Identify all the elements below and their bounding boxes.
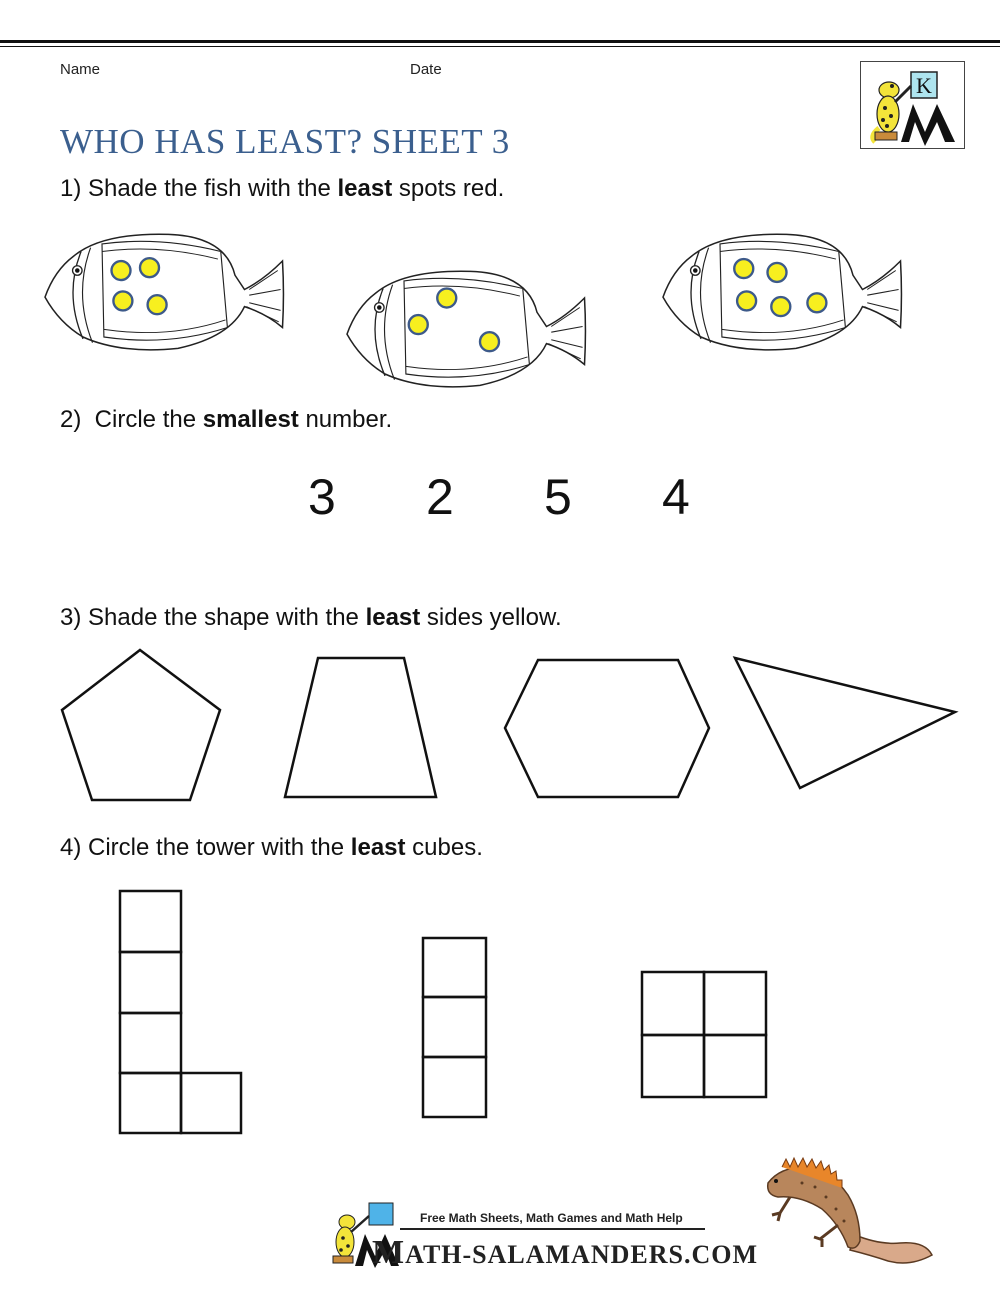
question-2 (60, 406, 392, 434)
cube (642, 1035, 704, 1097)
question-1-text-post: spots red. (392, 175, 505, 202)
question-1-number: 1) (60, 175, 82, 202)
fish-spot (112, 261, 131, 280)
towers-row (0, 885, 1000, 1145)
page-title: WHO HAS LEAST? SHEET 3 (60, 122, 510, 161)
fish-spot (148, 295, 167, 314)
cube (120, 891, 181, 952)
name-label: Name (60, 61, 101, 78)
fish-spot (113, 291, 132, 310)
tower-2[interactable] (423, 938, 486, 1117)
header-rule-thin (0, 46, 1000, 47)
footer-tagline: Free Math Sheets, Math Games and Math Help (420, 1211, 683, 1225)
cube (642, 972, 704, 1035)
question-4-text-bold: least (350, 834, 406, 861)
trapezoid-shape[interactable] (285, 658, 436, 797)
question-4-number: 4) (60, 834, 82, 861)
fish-2[interactable] (347, 271, 585, 387)
fish-row (0, 215, 1000, 390)
fish-spot (409, 315, 428, 334)
pentagon-shape[interactable] (62, 650, 220, 800)
question-4-text-post: cubes. (405, 834, 483, 861)
kindergarten-logo (860, 61, 965, 149)
fish-spot (140, 258, 159, 277)
question-1-text-pre: Shade the fish with the (88, 175, 338, 202)
logo-letter: K (916, 73, 932, 98)
fish-spot (737, 291, 756, 310)
fish-spot (771, 297, 790, 316)
number-option-3[interactable]: 5 (544, 469, 572, 525)
fish-spot (768, 263, 787, 282)
footer-site-text: ATH-SALAMANDERS.COM (405, 1240, 759, 1269)
cube (423, 1057, 486, 1117)
footer-site-name[interactable] (372, 1234, 758, 1272)
cube (120, 952, 181, 1013)
hexagon-shape[interactable] (505, 660, 709, 797)
question-3-text-bold: least (365, 604, 421, 631)
footer-underline (400, 1228, 705, 1230)
tower-1[interactable] (120, 891, 241, 1133)
tower-3[interactable] (642, 972, 766, 1097)
fish-spot (734, 259, 753, 278)
question-3 (60, 604, 562, 632)
fish-spot (807, 293, 826, 312)
fish-spot (437, 289, 456, 308)
salamander-teacher-icon (861, 62, 964, 148)
fish-spot (480, 332, 499, 351)
cube (704, 972, 766, 1035)
question-4-text-pre: Circle the tower with the (88, 834, 351, 861)
triangle-shape[interactable] (735, 658, 955, 788)
fish-3[interactable] (663, 234, 901, 350)
salamander-illustration-icon (760, 1155, 940, 1270)
date-label: Date (410, 61, 442, 78)
number-option-4[interactable]: 4 (662, 469, 690, 525)
question-1 (60, 175, 504, 203)
cube (423, 997, 486, 1057)
question-3-text-post: sides yellow. (420, 604, 562, 631)
question-4 (60, 834, 483, 862)
question-2-number: 2) (60, 406, 82, 433)
header-rule-thick (0, 40, 1000, 43)
cube (181, 1073, 241, 1133)
number-option-1[interactable]: 3 (308, 469, 336, 525)
cube (120, 1073, 181, 1133)
cube (423, 938, 486, 997)
shapes-row (0, 640, 1000, 810)
question-2-text-post: number. (298, 406, 393, 433)
cube (704, 1035, 766, 1097)
question-3-number: 3) (60, 604, 82, 631)
question-2-text-bold: smallest (202, 406, 299, 433)
cube (120, 1013, 181, 1073)
number-option-2[interactable]: 2 (426, 469, 454, 525)
footer-site-initial: M (372, 1234, 406, 1271)
question-2-text-pre: Circle the (88, 406, 203, 433)
question-1-text-bold: least (337, 175, 393, 202)
fish-1[interactable] (45, 234, 283, 350)
question-3-text-pre: Shade the shape with the (88, 604, 366, 631)
